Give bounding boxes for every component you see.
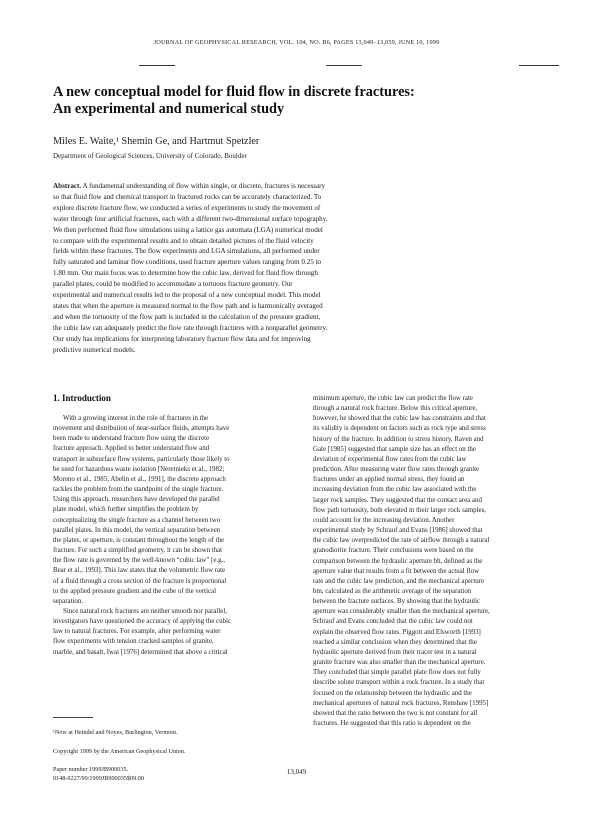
body-text-line: the cubic law overpredicted the rate of airflow through a natural bbox=[313, 537, 490, 545]
body-text-line: reached a similar conclusion when they determined that the bbox=[313, 638, 477, 646]
journal-header: JOURNAL OF GEOPHYSICAL RESEARCH, VOL. 104, NO. B6, PAGES 13,049–13,059, JUNE 10, 1999 bbox=[153, 39, 440, 46]
body-text-line: fracture. For such a simplified geometry, it can be shown that bbox=[53, 547, 223, 555]
abstract-label: Abstract. bbox=[53, 182, 82, 190]
abstract-line bbox=[53, 257, 540, 268]
abstract-text: parallel plates, could be modified to accommodate a tortuous fracture geometry. Our bbox=[53, 280, 293, 289]
body-text-line: however, he showed that the cubic law has constraints and that bbox=[313, 415, 486, 423]
right-column bbox=[313, 394, 556, 729]
body-text-line: Since natural rock fractures are neither smooth nor parallel, bbox=[63, 607, 227, 615]
abstract-line bbox=[53, 268, 540, 279]
body-text-line: explain the observed flow rates. Piggott and Elsworth [1993] bbox=[313, 628, 481, 636]
body-text-line: deviation of experimental flow rates from the cubic law bbox=[313, 455, 467, 463]
abstract-text: predictive numerical models. bbox=[53, 345, 136, 354]
body-text-line: Gale [1985] suggested that sample size has an effect on the bbox=[313, 445, 476, 453]
body-text-line: been made to understand fracture flow using the discrete bbox=[53, 435, 210, 443]
body-text-line: increasing deviation from the cubic law associated with the bbox=[313, 486, 477, 494]
body-text-line: the flow rate is governed by the well-known “cubic law” [e.g., bbox=[53, 557, 226, 565]
body-text-line: granodiorite fracture. Their conclusions were based on the bbox=[313, 547, 474, 555]
body-text-line: investigators have questioned the accuracy of applying the cubic bbox=[53, 618, 231, 626]
authors: Miles E. Waite,¹ Shemin Ge, and Hartmut Spetzler bbox=[53, 136, 260, 147]
body-text-line: describe solute transport within a rock fracture. In a study that bbox=[313, 679, 485, 687]
body-text-line: could account for the increasing deviation. Another bbox=[313, 516, 455, 524]
paper-number: Paper number 1999JB900035. bbox=[53, 766, 129, 773]
body-text-line: Moreno et al., 1985; Abelin et al., 1991], the discrete approach bbox=[53, 475, 226, 483]
body-text-line: They concluded that simple parallel plate flow does not fully bbox=[313, 669, 481, 677]
body-text-line: conceptualizing the single fracture as a channel between two bbox=[53, 516, 221, 524]
title-line: A new conceptual model for fluid flow in discrete fractures: bbox=[53, 84, 415, 100]
abstract-line bbox=[53, 225, 540, 236]
body-text-line: its validity is dependent on factors such as rock type and stress bbox=[313, 425, 486, 433]
body-text-line: experimental study by Schrauf and Evans [1986] showed that bbox=[313, 527, 483, 535]
body-text-line: hydraulic aperture derived from their tracer test in a natural bbox=[313, 648, 477, 656]
body-text-line: minimum aperture, the cubic law can predict the flow rate bbox=[313, 395, 473, 402]
abstract-line bbox=[53, 312, 540, 323]
body-text-line: movement and distribution of near-surface fluids, attempts have bbox=[53, 425, 230, 433]
abstract-text: water through four artificial fractures, each with a different two-dimensional surface topography. bbox=[53, 214, 328, 223]
body-text-line: flow path tortuosity, both elevated in their larger rock samples, bbox=[313, 506, 486, 514]
body-text-line: transport in subsurface flow systems, particularly those likely to bbox=[53, 455, 230, 463]
article-title bbox=[53, 84, 553, 118]
abstract-text: experimental and numerical results led to the proposal of a new conceptual model. This model bbox=[53, 291, 321, 300]
abstract-line bbox=[53, 345, 540, 356]
copyright-notice: Copyright 1999 by the American Geophysical Union. bbox=[53, 748, 186, 755]
abstract-text: so that fluid flow and chemical transport in fractured rocks can be accurately characterized. To bbox=[53, 192, 322, 201]
abstract bbox=[53, 181, 540, 356]
abstract-text: states that when the aperture is measured normal to the flow path and is harmonically averaged bbox=[53, 301, 323, 310]
body-text-line: law to natural fractures. For example, after performing water bbox=[53, 628, 221, 636]
body-text-line: tackles the problem from the standpoint of the single fracture. bbox=[53, 486, 224, 494]
body-text-line: aperture was considerably smaller than the mechanical aperture, bbox=[313, 608, 490, 616]
body-text-line: marble, and basalt, Iwai [1976] determined that above a critical bbox=[53, 648, 228, 656]
body-text-line: bm, calculated as the arithmetic average of the separation bbox=[313, 587, 472, 595]
title-line: An experimental and numerical study bbox=[53, 101, 285, 117]
body-text-line: flow experiments with tension cracked samples of granite, bbox=[53, 638, 214, 646]
abstract-line bbox=[53, 279, 540, 290]
footnote-rule bbox=[53, 717, 93, 718]
header-rule-right bbox=[519, 65, 559, 66]
abstract-line bbox=[53, 301, 540, 312]
header-rule-center bbox=[326, 65, 362, 66]
abstract-line bbox=[53, 290, 540, 301]
abstract-text: A fundamental understanding of flow within single, or discrete, fractures is necessary bbox=[82, 182, 326, 190]
section-heading: 1. Introduction bbox=[53, 393, 111, 403]
body-text-line: granite fracture was also smaller than the mechanical aperture. bbox=[313, 659, 486, 667]
abstract-text: Our study has implications for interpreting laboratory fracture flow data and for improving bbox=[53, 334, 311, 343]
abstract-text: explore discrete fracture flow, we conducted a series of experiments to study the movement of bbox=[53, 203, 321, 212]
issn-line: 0148-0227/99/1999JB900035$09.00 bbox=[53, 775, 144, 782]
body-text-line: history of the fracture. In addition to stress history, Raven and bbox=[313, 435, 484, 443]
abstract-text: and when the tortuosity of the flow path is included in the calculation of the pressure gradient, bbox=[53, 312, 321, 321]
body-text-line: through a natural rock fracture. Below this critical aperture, bbox=[313, 405, 478, 413]
body-text-line: separation. bbox=[53, 597, 84, 605]
body-text-line: fracture approach. Applied to better understand flow and bbox=[53, 445, 210, 453]
page-number: 13,049 bbox=[286, 768, 307, 776]
abstract-line bbox=[53, 246, 540, 257]
body-text-line: larger rock samples. They suggested that the contact area and bbox=[313, 496, 482, 504]
body-text-line: Schrauf and Evans concluded that the cubic law could not bbox=[313, 618, 473, 626]
abstract-text: to compare with the experimental results and to obtain detailed pictures of the fluid velocity bbox=[53, 236, 314, 245]
abstract-line bbox=[53, 214, 540, 225]
abstract-line bbox=[53, 236, 540, 247]
body-text-line: parallel plates. In this model, the vertical separation between bbox=[53, 526, 221, 534]
body-text-line: aperture value that results from a fit between the actual flow bbox=[313, 567, 480, 575]
header-rule-left bbox=[139, 65, 175, 66]
left-column bbox=[53, 414, 301, 658]
body-text-line: showed that the ratio between the two is not constant for all bbox=[313, 709, 478, 717]
abstract-text: We then performed fluid flow simulations using a lattice gas automata (LGA) numerical model bbox=[53, 225, 323, 234]
affiliation: Department of Geological Sciences, University of Colorado, Boulder bbox=[53, 152, 247, 160]
body-text-line: rate and the cubic law prediction, and the mechanical aperture bbox=[313, 577, 485, 585]
body-text-line: Using this approach, researchers have developed the parallel bbox=[53, 496, 220, 504]
body-text-line: focused on the relationship between the hydraulic and the bbox=[313, 689, 472, 697]
body-text-line: comparison between the hydraulic aperture bh, defined as the bbox=[313, 557, 483, 565]
abstract-line bbox=[53, 323, 540, 334]
abstract-line bbox=[53, 192, 540, 203]
abstract-line bbox=[53, 181, 540, 192]
body-text-line: mechanical apertures of natural rock fractures, Renshaw [1995] bbox=[313, 699, 489, 707]
body-text-line: of a fluid through a cross section of the fracture is proportional bbox=[53, 577, 227, 585]
body-text-line: between the fracture surfaces. By showing that the hydraulic bbox=[313, 598, 481, 606]
abstract-text: fields within these fractures. The flow experiments and LGA simulations, all performed under bbox=[53, 247, 320, 256]
abstract-text: the cubic law can adequately predict the flow rate through fractures with a nonparallel geometry. bbox=[53, 323, 328, 332]
body-text-line: With a growing interest in the role of fractures in the bbox=[63, 415, 209, 422]
body-text-line: the plates, or aperture, is constant throughout the length of the bbox=[53, 536, 225, 544]
body-text-line: prediction. After measuring water flow rates through granite bbox=[313, 466, 480, 474]
body-text-line: be used for hazardous waste isolation [Neretnieks et al., 1982; bbox=[53, 465, 225, 473]
body-text-line: fractures under an applied normal stress, they found an bbox=[313, 476, 465, 484]
body-text-line: Bear et al., 1993]. This law states that the volumetric flow rate bbox=[53, 567, 226, 575]
abstract-line bbox=[53, 334, 540, 345]
abstract-text: fully saturated and laminar flow conditions, used fracture aperture values ranging from 0.25 to bbox=[53, 258, 322, 267]
body-text-line: plate model, which further simplifies the problem by bbox=[53, 506, 199, 514]
body-text-line: to the applied pressure gradient and the cube of the vertical bbox=[53, 587, 217, 595]
body-text-line: fractures. He suggested that this ratio is dependent on the bbox=[313, 720, 471, 727]
affiliation-footnote: ¹Now at Heindel and Noyes, Burlington, Vermont. bbox=[53, 729, 178, 736]
abstract-line bbox=[53, 203, 540, 214]
abstract-text: 1.80 mm. Our main focus was to determine how the cubic law, derived for fluid flow through bbox=[53, 269, 318, 278]
